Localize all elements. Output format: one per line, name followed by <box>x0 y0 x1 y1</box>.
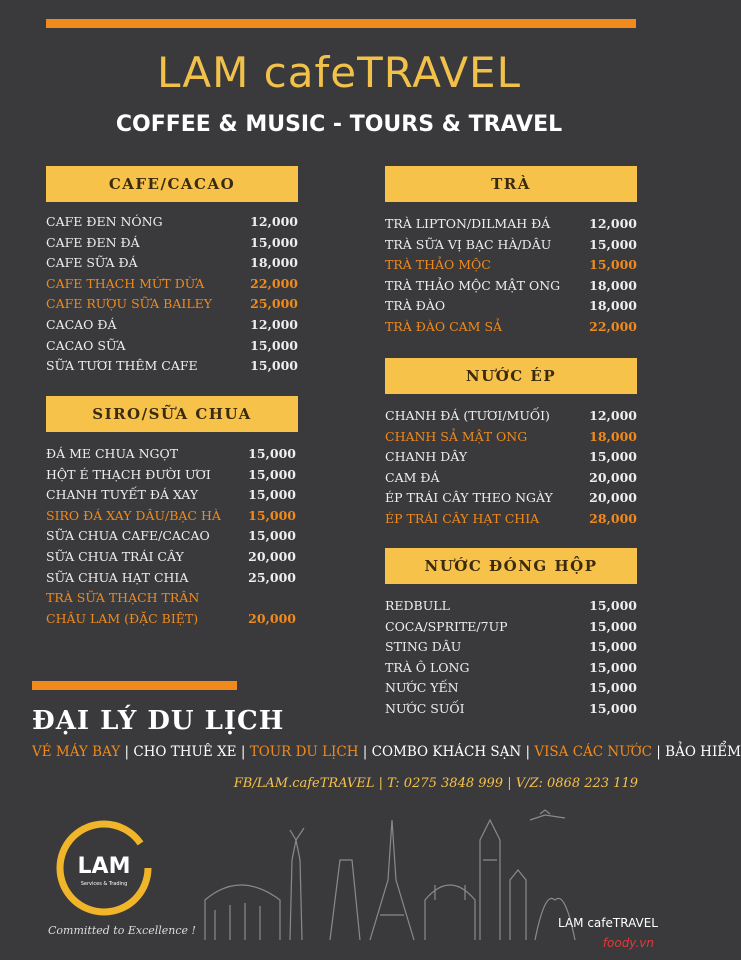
service-item: VISA CÁC NƯỚC <box>534 744 653 760</box>
menu-item-name: CACAO ĐÁ <box>46 316 117 332</box>
landmarks-skyline-icon <box>200 800 600 940</box>
service-item: VÉ MÁY BAY <box>32 744 121 760</box>
menu-item-price: 20,000 <box>589 490 637 506</box>
section-heading-siro-sua-chua: SIRO/SỮA CHUA <box>46 396 298 432</box>
menu-item-name: CHÂU LAM (ĐẶC BIỆT) <box>46 610 199 626</box>
menu-item <box>385 214 637 235</box>
menu-item-price: 22,000 <box>250 275 298 291</box>
service-item: COMBO KHÁCH SẠN <box>371 744 522 760</box>
menu-item-price: 15,000 <box>589 257 637 273</box>
menu-item <box>46 568 296 589</box>
menu-item-name: CAM ĐÁ <box>385 469 440 485</box>
menu-item-name: CHANH DÂY <box>385 449 468 465</box>
menu-item-name: TRÀ SỮA THẠCH TRÂN <box>46 590 200 606</box>
menu-item <box>385 468 637 489</box>
menu-item <box>385 617 637 638</box>
service-item: CHO THUÊ XE <box>133 744 237 760</box>
menu-item <box>385 296 637 317</box>
service-item: TOUR DU LỊCH <box>249 744 359 760</box>
menu-item <box>46 212 298 233</box>
menu-item-name: TRÀ ĐÀO CAM SẢ <box>385 318 503 334</box>
menu-item <box>46 253 298 274</box>
menu-item <box>46 356 298 377</box>
menu-list-siro-sua-chua <box>46 444 296 629</box>
menu-item <box>385 678 637 699</box>
menu-item-name: SỮA CHUA CAFE/CACAO <box>46 528 210 544</box>
watermark-site: foody.vn <box>602 936 654 950</box>
menu-item-name: HỘT É THẠCH ĐƯỜI ƯƠI <box>46 466 211 482</box>
menu-item <box>385 427 637 448</box>
menu-item <box>385 447 637 468</box>
menu-item-price: 15,000 <box>589 236 637 252</box>
service-item: BẢO HIỂM <box>665 744 741 760</box>
menu-item-name: CACAO SỮA <box>46 337 126 353</box>
menu-item-name: TRÀ LIPTON/DILMAH ĐÁ <box>385 216 551 231</box>
menu-item-name: CAFE ĐEN ĐÁ <box>46 234 140 250</box>
menu-item-name: COCA/SPRITE/7UP <box>385 618 508 634</box>
service-separator: | <box>358 744 372 760</box>
menu-item-name: ÉP TRÁI CÂY THEO NGÀY <box>385 490 553 506</box>
menu-item <box>385 255 637 276</box>
menu-item <box>46 336 298 357</box>
menu-item <box>385 406 637 427</box>
menu-item-price: 25,000 <box>250 296 298 312</box>
service-separator: | <box>236 744 250 760</box>
menu-item-price: 18,000 <box>589 428 637 444</box>
menu-item-name: STING DÂU <box>385 639 462 655</box>
service-separator: | <box>120 744 134 760</box>
menu-item-price: 15,000 <box>589 618 637 634</box>
menu-item-price: 15,000 <box>250 234 298 250</box>
menu-item <box>46 444 296 465</box>
menu-item <box>385 509 637 530</box>
menu-item-name: CAFE ĐEN NÓNG <box>46 214 163 229</box>
menu-item-name: NƯỚC SUỐI <box>385 700 465 716</box>
menu-item <box>385 276 637 297</box>
menu-item-name: CAFE SỮA ĐÁ <box>46 255 138 271</box>
page-title: LAM cafeTRAVEL <box>157 48 521 97</box>
menu-item-name: NƯỚC YẾN <box>385 680 459 696</box>
menu-item-name: CHANH TUYẾT ĐÁ XAY <box>46 487 199 503</box>
menu-item <box>46 526 296 547</box>
agency-accent-bar <box>32 681 237 690</box>
menu-item-name: SỮA CHUA TRÁI CÂY <box>46 548 184 564</box>
menu-item-price: 15,000 <box>589 598 637 613</box>
menu-list-tra <box>385 214 637 338</box>
service-separator: | <box>521 744 535 760</box>
watermark-name: LAM cafeTRAVEL <box>558 916 658 930</box>
menu-item <box>385 235 637 256</box>
menu-item-price: 12,000 <box>589 408 637 423</box>
menu-item <box>46 233 298 254</box>
menu-item <box>46 609 296 630</box>
menu-item <box>46 547 296 568</box>
menu-item-name: CAFE THẠCH MỨT DỪA <box>46 275 205 291</box>
top-accent-bar <box>46 19 636 28</box>
menu-item <box>46 506 296 527</box>
menu-item-price: 25,000 <box>248 569 296 585</box>
agency-title: ĐẠI LÝ DU LỊCH <box>32 706 285 736</box>
menu-item-price: 18,000 <box>589 277 637 293</box>
logo-text: LAM <box>77 854 131 879</box>
menu-item <box>46 274 298 295</box>
menu-item <box>385 658 637 679</box>
menu-item-price: 12,000 <box>250 316 298 332</box>
lam-logo <box>54 818 154 918</box>
menu-item-name: SIRO ĐÁ XAY DÂU/BẠC HÀ <box>46 507 221 523</box>
logo-small-text: Services & Trading <box>80 881 128 887</box>
section-heading-tra: TRÀ <box>385 166 637 202</box>
menu-item-price: 15,000 <box>589 700 637 716</box>
menu-item-name: CAFE RƯỢU SỮA BAILEY <box>46 296 212 312</box>
menu-item <box>385 317 637 338</box>
menu-item-name: REDBULL <box>385 598 450 613</box>
menu-item-price: 15,000 <box>248 487 296 503</box>
menu-list-nuoc-dong-hop <box>385 596 637 720</box>
menu-item-price: 15,000 <box>248 446 296 461</box>
menu-list-nuoc-ep <box>385 406 637 530</box>
menu-item <box>385 637 637 658</box>
menu-item <box>46 588 296 609</box>
agency-contact: FB/LAM.cafeTRAVEL | T: 0275 3848 999 | V/Z: 0868 223 119 <box>233 776 638 791</box>
menu-item-price: 15,000 <box>250 358 298 374</box>
menu-item-price: 12,000 <box>250 214 298 229</box>
menu-item <box>46 485 296 506</box>
menu-item-name: SỮA TƯƠI THÊM CAFE <box>46 358 198 374</box>
menu-item-price: 15,000 <box>248 507 296 523</box>
menu-item-price: 15,000 <box>589 449 637 465</box>
menu-item-price: 22,000 <box>589 318 637 334</box>
menu-item-name: CHANH SẢ MẬT ONG <box>385 428 528 444</box>
menu-item-price: 15,000 <box>589 680 637 696</box>
menu-item-price: 28,000 <box>589 510 637 526</box>
menu-item-price: 15,000 <box>589 659 637 675</box>
menu-item <box>385 699 637 720</box>
menu-item-name: TRÀ ĐÀO <box>385 298 446 314</box>
menu-item-name: TRÀ THẢO MỘC <box>385 257 491 273</box>
menu-item-name: CHANH ĐÁ (TƯƠI/MUỐI) <box>385 408 550 423</box>
menu-item <box>46 315 298 336</box>
menu-item <box>46 465 296 486</box>
menu-item-price: 15,000 <box>250 337 298 353</box>
service-separator: | <box>652 744 666 760</box>
menu-item-price: 20,000 <box>248 548 296 564</box>
menu-item-name: TRÀ THẢO MỘC MẬT ONG <box>385 277 561 293</box>
menu-item-price: 15,000 <box>248 528 296 544</box>
menu-item-price: 15,000 <box>248 466 296 482</box>
menu-item <box>385 488 637 509</box>
menu-item-price: 20,000 <box>589 469 637 485</box>
menu-item-price: 18,000 <box>250 255 298 271</box>
menu-item-name: SỮA CHUA HẠT CHIA <box>46 569 189 585</box>
section-heading-nuoc-dong-hop: NƯỚC ĐÓNG HỘP <box>385 548 637 584</box>
section-heading-nuoc-ep: NƯỚC ÉP <box>385 358 637 394</box>
menu-item-name: TRÀ Ô LONG <box>385 659 470 675</box>
logo-slogan: Committed to Excellence ! <box>48 924 196 937</box>
page-subtitle: COFFEE & MUSIC - TOURS & TRAVEL <box>115 112 563 137</box>
agency-services <box>32 744 741 760</box>
menu-item-price: 18,000 <box>589 298 637 314</box>
menu-item-name: ÉP TRÁI CÂY HẠT CHIA <box>385 510 540 526</box>
menu-item-price: 20,000 <box>248 610 296 626</box>
section-heading-cafe-cacao: CAFE/CACAO <box>46 166 298 202</box>
menu-item-name: TRÀ SỮA VỊ BẠC HÀ/DÂU <box>385 236 552 252</box>
menu-item-price: 12,000 <box>589 216 637 231</box>
menu-item <box>385 596 637 617</box>
menu-item-name: ĐÁ ME CHUA NGỌT <box>46 446 179 461</box>
menu-item <box>46 294 298 315</box>
menu-list-cafe-cacao <box>46 212 298 377</box>
menu-item-price: 15,000 <box>589 639 637 655</box>
